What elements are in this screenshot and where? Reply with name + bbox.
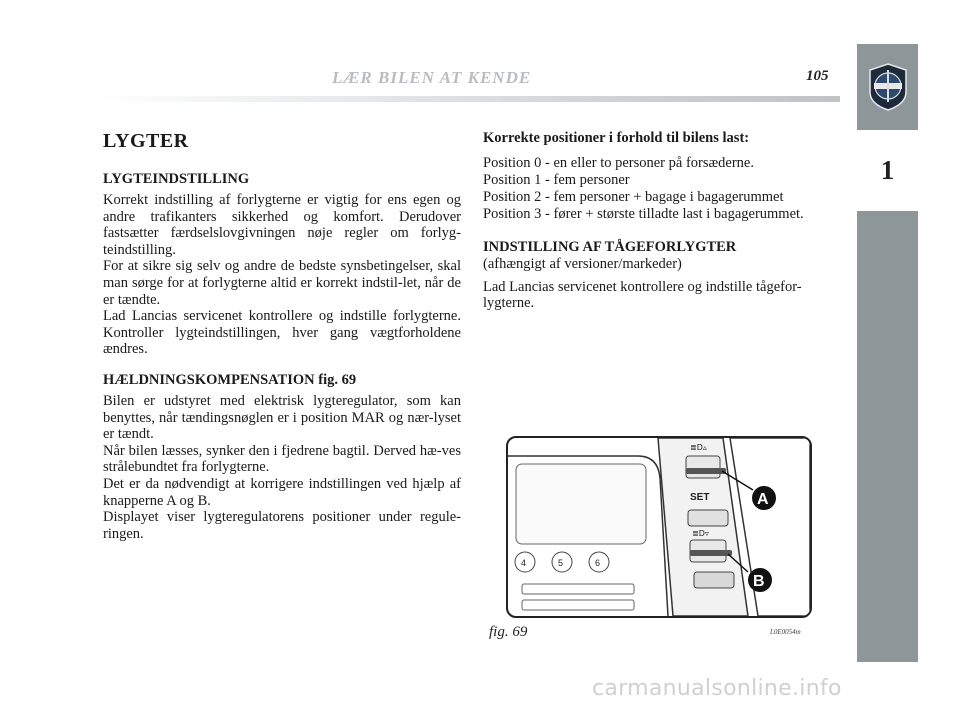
dashboard-illustration — [508, 438, 810, 616]
preset-button-label: 6 — [595, 558, 601, 568]
paragraph: Bilen er udstyret med elektrisk lygteregulator, som kan benyttes, når tændingsnøglen er i position MAR og nær-lyset er tændt. — [103, 392, 461, 443]
lygteindstilling-heading: LYGTEINDSTILLING — [103, 171, 250, 187]
position-item: Position 3 - fører + største tilladte last i bagagerummet. — [483, 206, 804, 222]
preset-button-label: 5 — [558, 558, 564, 568]
haeldningskompensation-heading: HÆLDNINGSKOMPENSATION fig. 69 — [103, 371, 357, 388]
svg-text:≣D▵: ≣D▵ — [690, 443, 707, 452]
lygteindstilling-text — [103, 192, 461, 358]
callout-a: A — [757, 491, 769, 508]
page-number: 105 — [806, 68, 829, 84]
position-item: Position 2 - fem personer + bagage i bagagerummet — [483, 189, 784, 205]
figure-code: L0E0054m — [770, 628, 801, 636]
lancia-logo-icon — [866, 62, 910, 112]
paragraph: Displayet viser lygteregulatorens positioner under regule-ringen. — [103, 509, 461, 542]
position-item: Position 1 - fem personer — [483, 172, 630, 188]
callout-b: B — [753, 573, 765, 590]
positions-heading: Korrekte positioner i forhold til bilens last: — [483, 130, 750, 146]
positions-list — [483, 155, 839, 223]
right-column — [483, 130, 839, 312]
figure-69 — [506, 436, 812, 618]
haeldningskompensation-text — [103, 393, 461, 542]
paragraph: Det er da nødvendigt at korrigere indstillingen ved hjælp af knapperne A og B. — [103, 475, 461, 509]
watermark: carmanualsonline.info — [592, 676, 842, 701]
chapter-side-tab — [857, 44, 918, 662]
taageforlygter-subheading: (afhængigt af versioner/markeder) — [483, 256, 682, 272]
chapter-box — [857, 127, 918, 214]
preset-button-label: 4 — [521, 558, 527, 568]
paragraph: Korrekt indstilling af forlygterne er vigtig for ens egen og andre trafikanters sikkerhed og komfort. Derudover fastsætter færdselslovgivningen nøje regler om forlyg-teindstilling. — [103, 192, 461, 258]
running-head: LÆR BILEN AT KENDE — [332, 68, 532, 87]
figure-caption: fig. 69 — [489, 624, 528, 640]
svg-text:≣D▿: ≣D▿ — [692, 529, 709, 538]
section-title: LYGTER — [103, 130, 189, 152]
paragraph: Når bilen læsses, synker den i fjedrene bagtil. Derved hæ-ves strålebundtet fra forlygterne. — [103, 442, 461, 476]
taageforlygter-paragraph: Lad Lancias servicenet kontrollere og indstille tågefor-lygterne. — [483, 278, 802, 312]
set-label: SET — [690, 492, 710, 503]
position-item: Position 0 - en eller to personer på forsæderne. — [483, 155, 754, 171]
taageforlygter-heading: INDSTILLING AF TÅGEFORLYGTER — [483, 239, 737, 255]
left-column — [103, 130, 461, 554]
paragraph: Lad Lancias servicenet kontrollere og indstille forlygterne. Kontroller lygteindstillingen, hver gang vægtforholdene ændres. — [103, 308, 461, 358]
header-rule — [100, 96, 840, 102]
chapter-number: 1 — [880, 155, 895, 185]
paragraph: For at sikre sig selv og andre de bedste synsbetingelser, skal man sørge for at forlygterne altid er korrekt indstil-let, når de er tændte. — [103, 258, 461, 308]
